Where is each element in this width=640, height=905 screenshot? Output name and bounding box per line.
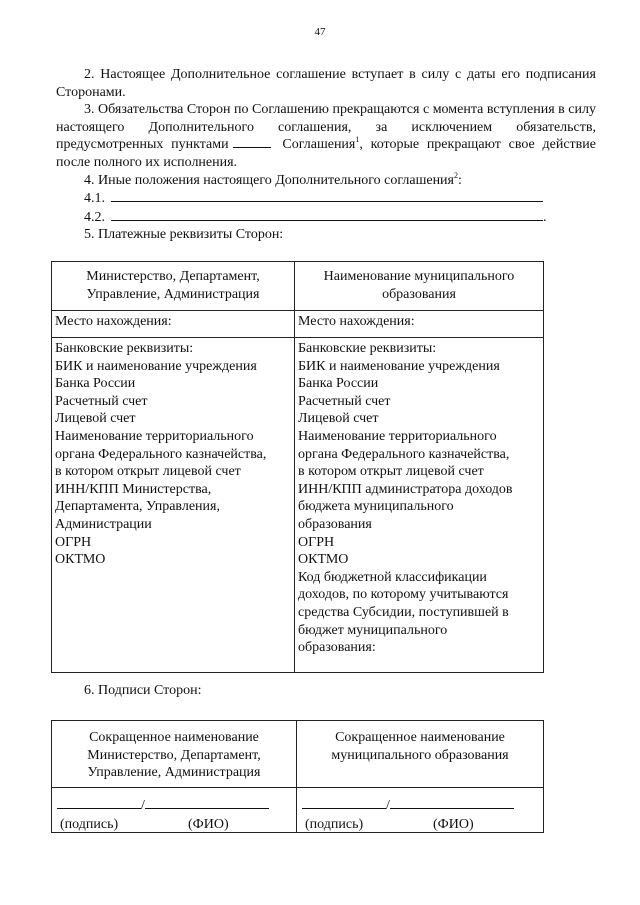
signatures-heading: 6. Подписи Сторон: <box>84 683 202 698</box>
table-row <box>52 788 544 833</box>
bank-detail-line: Расчетный счет <box>55 393 148 409</box>
bank-detail-line: органа Федерального казначейства, <box>298 446 510 462</box>
bank-detail-line: Банка России <box>298 376 379 392</box>
bank-detail-line: средства Субсидии, поступившей в <box>298 604 509 620</box>
bank-detail-line: БИК и наименование учреждения <box>55 358 257 374</box>
municipality-location-cell: Место нахождения: <box>295 311 544 338</box>
bank-detail-line: ИНН/КПП администратора доходов <box>298 481 513 497</box>
ministry-location-cell: Место нахождения: <box>52 311 295 338</box>
fio-label: (ФИО) <box>188 817 229 832</box>
bank-detail-line: доходов, по которому учитываются <box>298 587 509 603</box>
clause-numbers-blank[interactable] <box>233 136 271 148</box>
item-4-2-line <box>56 208 596 227</box>
item-4-2-blank[interactable] <box>111 208 543 221</box>
municipality-signature-cell <box>297 788 544 833</box>
page-number: 47 <box>314 26 326 38</box>
bank-detail-line: ИНН/КПП Министерства, <box>55 481 212 497</box>
payment-requisites-table <box>51 261 544 673</box>
bank-detail-line: Департамента, Управления, <box>55 499 220 515</box>
bank-detail-line: Банковские реквизиты: <box>298 341 437 356</box>
municipality-header-cell: Наименование муниципального образования <box>295 262 544 311</box>
table-row <box>52 338 544 673</box>
bank-detail-line: органа Федерального казначейства, <box>55 446 267 462</box>
bank-detail-line: образования: <box>298 640 376 656</box>
bank-detail-line: Администрации <box>55 516 152 532</box>
table-row <box>52 721 544 788</box>
ministry-signature-line[interactable] <box>57 796 269 815</box>
fio-label: (ФИО) <box>433 817 474 832</box>
item-4-1-line <box>56 189 596 208</box>
bank-detail-line: Лицевой счет <box>298 411 379 427</box>
signature-blank[interactable] <box>302 796 386 809</box>
signatures-table <box>51 720 544 833</box>
bank-detail-line: ОГРН <box>55 534 92 550</box>
paragraph-4-text: 4. Иные положения настоящего Дополнительного соглашения <box>84 172 454 188</box>
bank-detail-line: Наименование территориального <box>55 428 254 444</box>
paragraph-4 <box>56 172 596 190</box>
bank-detail-line: Банковские реквизиты: <box>55 341 194 356</box>
bank-detail-line: Наименование территориального <box>298 428 497 444</box>
ministry-bank-details-cell <box>52 338 295 673</box>
ministry-header-cell: Министерство, Департамент, Управление, Администрация <box>52 262 295 311</box>
bank-detail-line: образования <box>298 516 372 532</box>
municipality-bank-details-cell <box>295 338 544 673</box>
bank-detail-line: ОГРН <box>298 534 335 550</box>
table-row <box>52 262 544 311</box>
ministry-short-name-cell: Сокращенное наименование Министерство, Департамент, Управление, Администрация <box>52 721 297 788</box>
municipality-short-name-cell: Сокращенное наименование муниципального образования <box>297 721 544 788</box>
item-4-1-blank[interactable] <box>111 189 543 202</box>
bank-detail-line: Лицевой счет <box>55 411 136 427</box>
agreement-body <box>56 66 596 244</box>
fio-blank[interactable] <box>145 796 269 809</box>
paragraph-4-colon: : <box>458 172 462 188</box>
municipality-signature-line[interactable] <box>302 796 514 815</box>
paragraph-2: 2. Настоящее Дополнительное соглашение вступает в силу с даты его подписания Сторонами. <box>56 67 596 100</box>
item-4-2-period: . <box>543 209 547 225</box>
item-4-1-number: 4.1. <box>84 191 105 207</box>
municipality-signature-labels <box>305 816 525 834</box>
bank-detail-line: Код бюджетной классификации <box>298 569 487 585</box>
paragraph-3 <box>56 101 596 171</box>
footnote-1-mark: 1 <box>355 135 360 145</box>
bank-detail-line: бюджет муниципального <box>298 622 448 638</box>
bank-detail-line: БИК и наименование учреждения <box>298 358 500 374</box>
item-4-2-number: 4.2. <box>84 209 105 225</box>
bank-detail-line: бюджета муниципального <box>298 499 454 515</box>
table-row <box>52 311 544 338</box>
ministry-signature-cell <box>52 788 297 833</box>
signature-label: (подпись) <box>60 817 119 832</box>
slash: / <box>141 798 145 813</box>
agreement-word: Соглашения <box>282 137 356 153</box>
bank-detail-line: Банка России <box>55 376 136 392</box>
bank-detail-line: в котором открыт лицевой счет <box>55 464 241 480</box>
paragraph-3-tail: , которые прекращают свое действие после полного их исполнения. <box>56 137 596 170</box>
footnote-2-mark: 2 <box>454 170 458 180</box>
paragraph-5: 5. Платежные реквизиты Сторон: <box>84 227 284 243</box>
signature-label: (подпись) <box>305 817 364 832</box>
paragraph-3-text: 3. Обязательства Сторон по Соглашению прекращаются с момента вступления в силу настоящего Дополнительного соглашения, за исключением обязательств, предусмотренных пунктами <box>56 102 596 153</box>
bank-detail-line: в котором открыт лицевой счет <box>298 464 484 480</box>
slash: / <box>386 798 390 813</box>
bank-detail-line: Расчетный счет <box>298 393 391 409</box>
signature-blank[interactable] <box>57 796 141 809</box>
ministry-signature-labels <box>60 816 280 834</box>
bank-detail-line: ОКТМО <box>55 552 106 568</box>
bank-detail-line: ОКТМО <box>298 552 349 568</box>
fio-blank[interactable] <box>390 796 514 809</box>
